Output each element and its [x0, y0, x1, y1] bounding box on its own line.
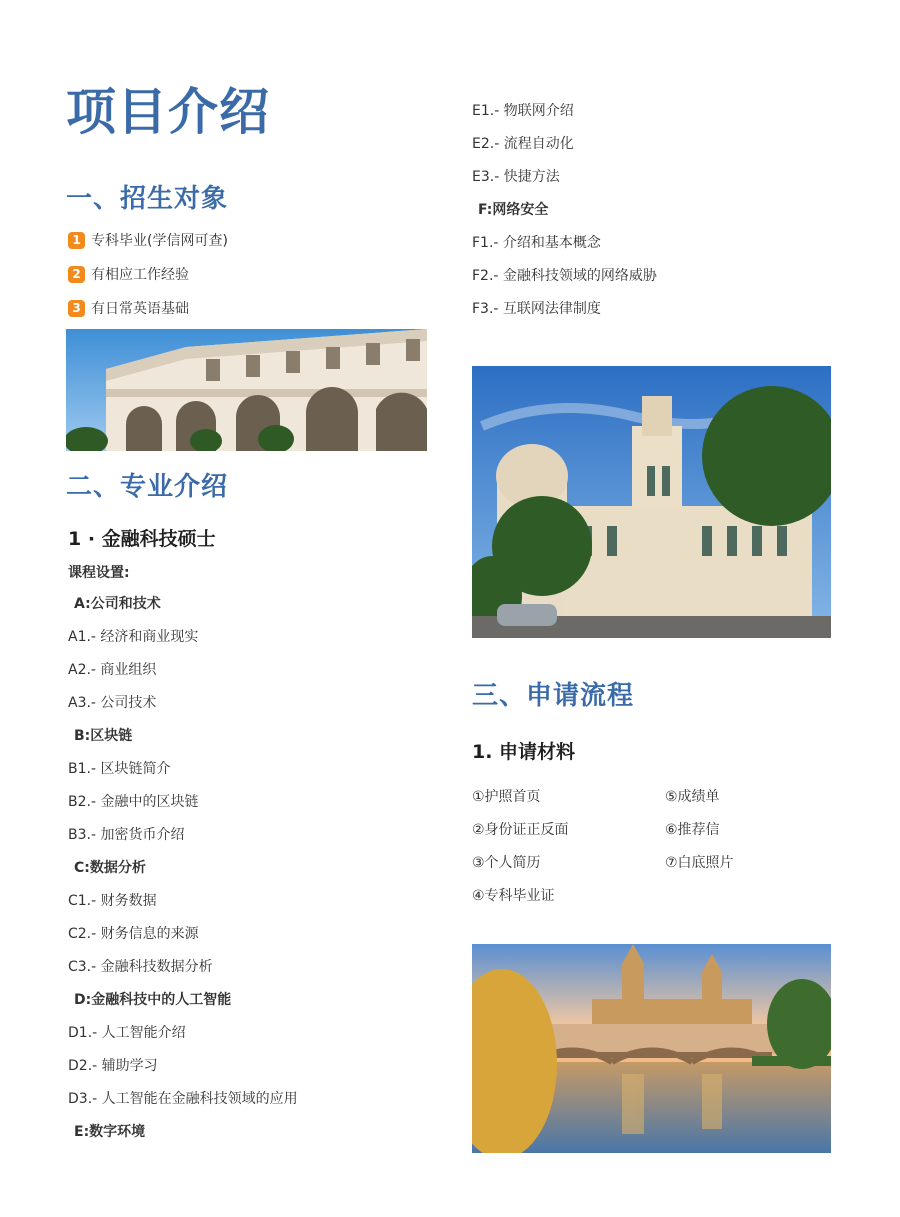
- material-item: ⑥推荐信: [665, 822, 720, 838]
- course-item: A3.- 公司技术: [68, 695, 157, 711]
- requirement-item: [68, 298, 228, 318]
- course-list-right: [472, 101, 657, 332]
- building-photo-palace: [66, 329, 427, 451]
- course-item: B3.- 加密货币介绍: [68, 827, 185, 843]
- course-category: B:区块链: [74, 728, 133, 744]
- materials-list: [472, 786, 835, 905]
- requirement-text: 有相应工作经验: [91, 267, 189, 283]
- course-item: A1.- 经济和商业现实: [68, 629, 199, 645]
- requirement-text: 专科毕业(学信网可查): [91, 233, 228, 249]
- course-category: F:网络安全: [478, 202, 549, 218]
- course-item: C3.- 金融科技数据分析: [68, 959, 213, 975]
- course-item: E1.- 物联网介绍: [472, 103, 574, 119]
- number-badge: 2: [68, 266, 85, 283]
- section-heading-enrollment: 一、招生对象: [66, 184, 229, 214]
- material-item: ②身份证正反面: [472, 822, 569, 838]
- page-title: 项目介绍: [66, 83, 270, 141]
- material-item: ①护照首页: [472, 789, 541, 805]
- section-heading-application: 三、申请流程: [472, 681, 635, 711]
- course-category: C:数据分析: [74, 860, 146, 876]
- course-item: B1.- 区块链简介: [68, 761, 171, 777]
- program-title: 1 · 金融科技硕士: [68, 528, 216, 550]
- course-item: D1.- 人工智能介绍: [68, 1025, 186, 1041]
- course-item: B2.- 金融中的区块链: [68, 794, 199, 810]
- course-item: D3.- 人工智能在金融科技领域的应用: [68, 1091, 298, 1107]
- course-item: C1.- 财务数据: [68, 893, 157, 909]
- course-item: E3.- 快捷方法: [472, 169, 560, 185]
- requirement-text: 有日常英语基础: [91, 301, 189, 317]
- building-photo-towers: [472, 366, 831, 638]
- course-item: D2.- 辅助学习: [68, 1058, 158, 1074]
- number-badge: 1: [68, 232, 85, 249]
- materials-title: 1. 申请材料: [472, 741, 576, 763]
- requirement-item: [68, 230, 228, 250]
- cathedral-bridge-photo: [472, 944, 831, 1153]
- course-category: D:金融科技中的人工智能: [74, 992, 232, 1008]
- course-category: E:数字环境: [74, 1124, 146, 1140]
- material-item: ⑦白底照片: [665, 855, 734, 871]
- course-item: C2.- 财务信息的来源: [68, 926, 199, 942]
- course-item: F3.- 互联网法律制度: [472, 301, 601, 317]
- material-item: ⑤成绩单: [665, 789, 720, 805]
- course-item: A2.- 商业组织: [68, 662, 157, 678]
- requirements-list: [68, 230, 228, 332]
- number-badge: 3: [68, 300, 85, 317]
- course-item: E2.- 流程自动化: [472, 136, 574, 152]
- course-item: F1.- 介绍和基本概念: [472, 235, 601, 251]
- material-item: ③个人简历: [472, 855, 541, 871]
- requirement-item: [68, 264, 228, 284]
- course-list-left: [68, 594, 298, 1155]
- material-item: ④专科毕业证: [472, 888, 555, 904]
- curriculum-label: 课程设置:: [68, 565, 130, 581]
- course-item: F2.- 金融科技领域的网络威胁: [472, 268, 657, 284]
- section-heading-major: 二、专业介绍: [66, 472, 229, 502]
- course-category: A:公司和技术: [74, 596, 161, 612]
